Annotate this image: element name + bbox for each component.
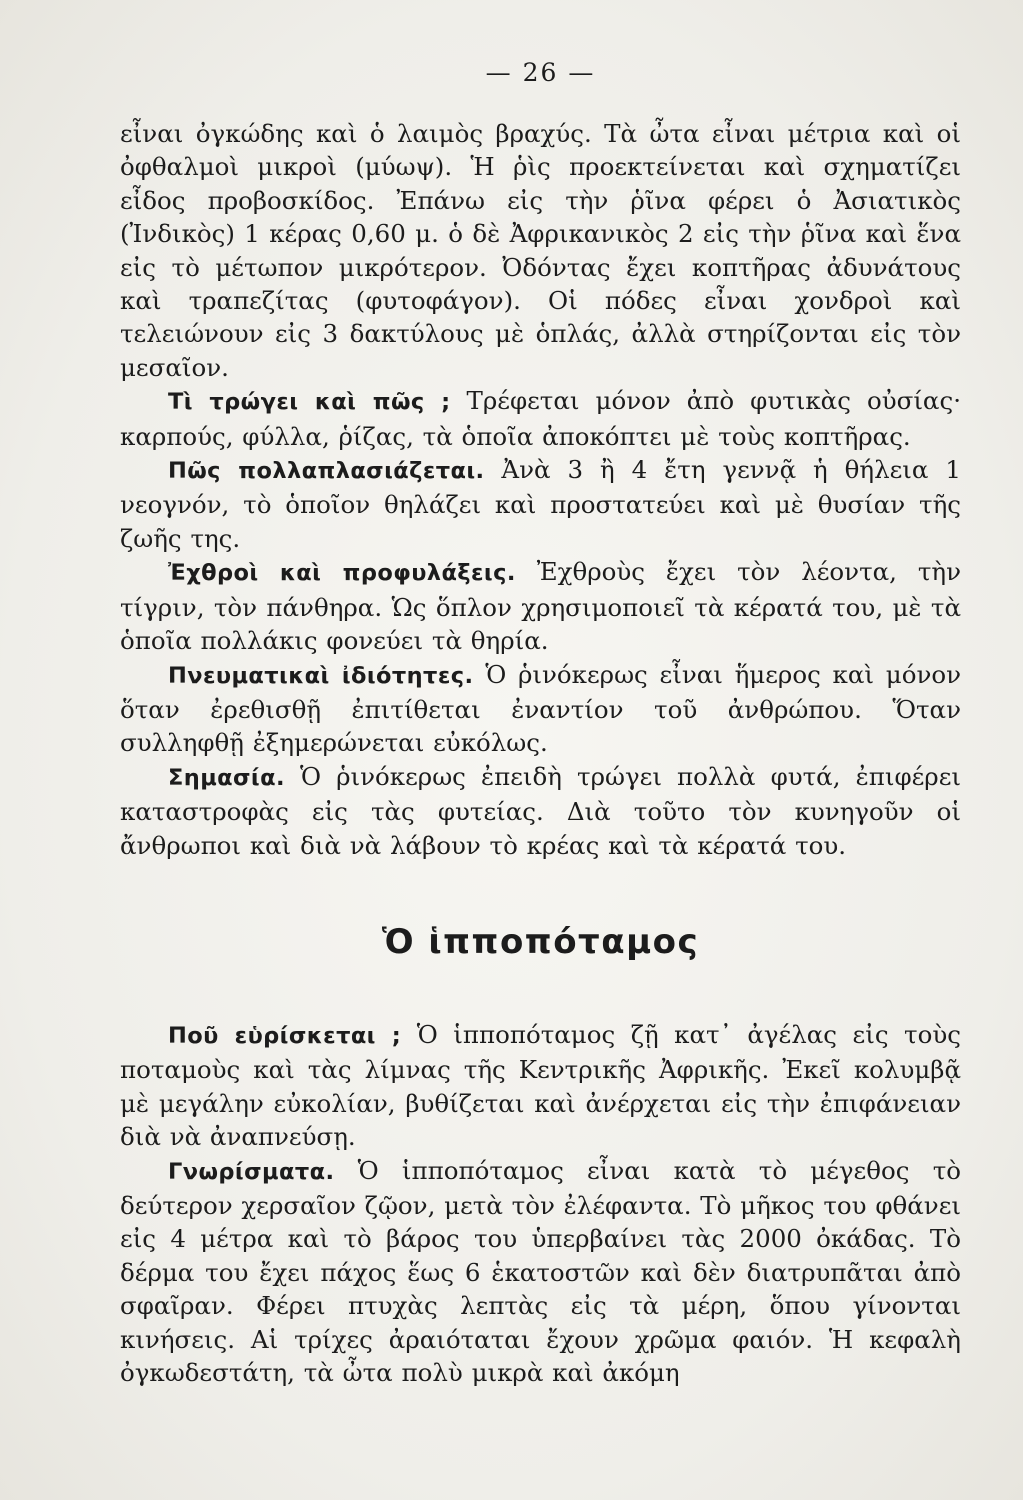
paragraph-reproduction [120, 453, 961, 555]
heading-features: Γνωρίσματα. [168, 1158, 335, 1185]
text-diet: Τρέφεται μόνον ἀπὸ φυτικὰς οὐσίας· καρπούς, φύλλα, ῥίζας, τὰ ὁποῖα ἀποκόπτει μὲ τοὺς κοπτῆρας. [120, 386, 961, 451]
heading-habitat: Ποῦ εὑρίσκεται ; [168, 1022, 402, 1049]
paragraph-temperament [120, 658, 961, 760]
paragraph-diet [120, 384, 961, 453]
heading-reproduction: Πῶς πολλαπλασιάζεται. [168, 458, 485, 485]
paragraph-features [120, 1154, 961, 1390]
section-title: Ὁ ἱπποπόταμος [381, 921, 700, 962]
text-features: Ὁ ἱπποπόταμος εἶναι κατὰ τὸ μέγεθος τὸ δεύτερον χερσαῖον ζῷον, μετὰ τὸν ἐλέφαντα. Τὸ μῆκος του φθάνει εἰς 4 μέτρα καὶ τὸ βάρος του ὑπερβαίνει τὰς 2000 ὀκάδας. Τὸ δέρμα του ἔχει πάχος ἕως 6 ἑκατοστῶν καὶ δὲν διατρυπᾶται ἀπὸ σφαῖραν. Φέρει πτυχὰς λεπτὰς εἰς τὰ μέρη, ὅπου γίνονται κινήσεις. Αἱ τρίχες ἀραιόταται ἔχουν χρῶμα φαιόν. Ἡ κεφαλὴ ὀγκωδεστάτη, τὰ ὦτα πολὺ μικρὰ καὶ ἀκόμη [120, 1155, 961, 1387]
continuation-paragraph: εἶναι ὀγκώδης καὶ ὁ λαιμὸς βραχύς. Τὰ ὦτα εἶναι μέτρια καὶ οἱ ὀφθαλμοὶ μικροὶ (μύωψ). Ἡ ῥὶς προεκτείνεται καὶ σχηματίζει εἶδος προβοσκίδος. Ἐπάνω εἰς τὴν ῥῖνα φέρει ὁ Ἀσιατικὸς (Ἰνδικὸς) 1 κέρας 0,60 μ. ὁ δὲ Ἀφρικανικὸς 2 εἰς τὴν ῥῖνα καὶ ἕνα εἰς τὸ μέτωπον μικρότερον. Ὀδόντας ἔχει κοπτῆρας ἀδυνάτους καὶ τραπεζίτας (φυτοφάγον). Οἱ πόδες εἶναι χονδροὶ καὶ τελειώνουν εἰς 3 δακτύλους μὲ ὁπλάς, ἀλλὰ στηρίζονται εἰς τὸν μεσαῖον. [120, 119, 961, 382]
paragraph-habitat [120, 1018, 961, 1154]
text-significance: Ὁ ῥινόκερως ἐπειδὴ τρώγει πολλὰ φυτά, ἐπιφέρει καταστροφὰς εἰς τὰς φυτείας. Διὰ τοῦτο τὸν κυνηγοῦν οἱ ἄνθρωποι καὶ διὰ νὰ λάβουν τὸ κρέας καὶ τὰ κέρατά του. [120, 761, 961, 860]
heading-enemies: Ἐχθροὶ καὶ προφυλάξεις. [168, 560, 516, 587]
paragraph-significance [120, 760, 961, 862]
heading-significance: Σημασία. [168, 764, 285, 791]
heading-diet: Τὶ τρώγει καὶ πῶς ; [168, 389, 451, 416]
heading-temperament: Πνευματικαὶ ἰδιότητες. [168, 662, 474, 689]
text-habitat: Ὁ ἱπποπόταμος ζῇ κατ᾽ ἀγέλας εἰς τοὺς ποταμοὺς καὶ τὰς λίμνας τῆς Κεντρικῆς Ἀφρικῆς. Ἐκεῖ κολυμβᾷ μὲ μεγάλην εὐκολίαν, βυθίζεται καὶ ἀνέρχεται εἰς τὴν ἐπιφάνειαν διὰ νὰ ἀναπνεύσῃ. [120, 1019, 961, 1152]
text-reproduction: Ἀνὰ 3 ἢ 4 ἔτη γεννᾷ ἡ θήλεια 1 νεογνόν, τὸ ὁποῖον θηλάζει καὶ προστατεύει καὶ μὲ θυσίαν τῆς ζωῆς της. [120, 455, 961, 553]
page-number: — 26 — [485, 58, 596, 87]
text-enemies: Ἐχθροὺς ἔχει τὸν λέοντα, τὴν τίγριν, τὸν πάνθηρα. Ὡς ὅπλον χρησιμοποιεῖ τὰ κέρατά του, μὲ τὰ ὁποῖα πολλάκις φονεύει τὰ θηρία. [120, 557, 961, 656]
paragraph-enemies [120, 555, 961, 657]
text-temperament: Ὁ ῥινόκερως εἶναι ἥμερος καὶ μόνον ὅταν ἐρεθισθῇ ἐπιτίθεται ἐναντίον τοῦ ἀνθρώπου. Ὅταν συλληφθῇ ἐξημερώνεται εὐκόλως. [120, 659, 961, 758]
